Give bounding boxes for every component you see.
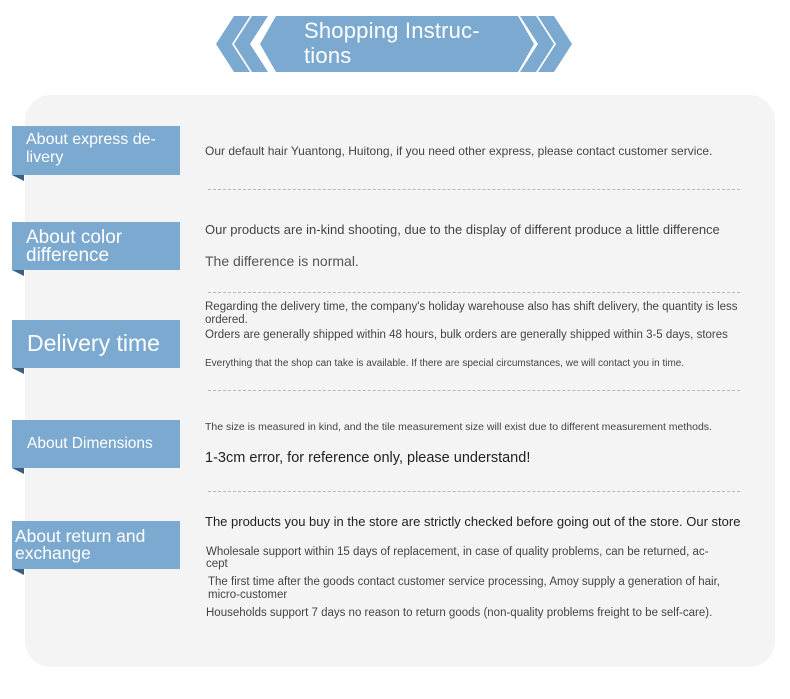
section-divider — [208, 189, 740, 190]
tag-delivery-time — [12, 320, 180, 368]
color-text-1: Our products are in-kind shooting, due to the display of different produce a little difference — [205, 222, 720, 237]
banner-title — [304, 18, 524, 68]
color-text-2: The difference is normal. — [205, 253, 359, 269]
dimensions-text-2: 1-3cm error, for reference only, please understand! — [205, 450, 531, 466]
tag-about-express — [12, 126, 180, 175]
express-text: Our default hair Yuantong, Huitong, if you need other express, please contact customer service. — [205, 144, 713, 158]
section-divider — [208, 292, 740, 293]
tag-about-color-line-1: About color — [26, 227, 123, 248]
tag-fold — [12, 569, 24, 575]
tag-about-dimensions-label: About Dimensions — [27, 435, 153, 452]
return-text-1: The products you buy in the store are strictly checked before going out of the store. Our store — [205, 514, 741, 529]
tag-fold — [12, 468, 24, 474]
delivery-text-1: Regarding the delivery time, the company's holiday warehouse also has shift delivery, the quantity is less ordered. — [205, 301, 738, 326]
dimensions-text-1: The size is measured in kind, and the tile measurement size will exist due to different measurement methods. — [205, 421, 712, 433]
section-divider — [208, 491, 740, 492]
tag-about-color-line-2: difference — [26, 245, 110, 266]
page-banner — [0, 0, 790, 90]
tag-about-color — [12, 222, 180, 270]
delivery-text-3: Everything that the shop can take is available. If there are special circumstances, we will contact you in time. — [205, 358, 685, 369]
return-text-4: Households support 7 days no reason to return goods (non-quality problems freight to be self-care). — [206, 607, 713, 619]
tag-about-express-line-2: livery — [26, 149, 64, 166]
section-divider — [208, 390, 740, 391]
delivery-text-2: Orders are generally shipped within 48 hours, bulk orders are generally shipped within 3-5 days, stores — [205, 329, 728, 341]
tag-delivery-time-label: Delivery time — [27, 330, 160, 356]
tag-fold — [12, 175, 24, 181]
return-text-3: The first time after the goods contact customer service processing, Amoy supply a generation of hair, micro-customer — [208, 576, 721, 601]
tag-about-return — [12, 521, 180, 569]
tag-fold — [12, 270, 24, 276]
tag-about-return-line-1: About return and — [15, 526, 146, 546]
tag-about-dimensions — [12, 420, 180, 468]
tag-fold — [12, 368, 24, 374]
tag-about-express-line-1: About express de- — [26, 131, 156, 148]
banner-title-line-2: tions — [304, 43, 352, 68]
tag-about-return-line-2: exchange — [15, 543, 91, 563]
return-text-2: Wholesale support within 15 days of replacement, in case of quality problems, can be returned, ac- cept — [206, 546, 709, 570]
banner-title-line-1: Shopping Instruc- — [304, 18, 480, 43]
